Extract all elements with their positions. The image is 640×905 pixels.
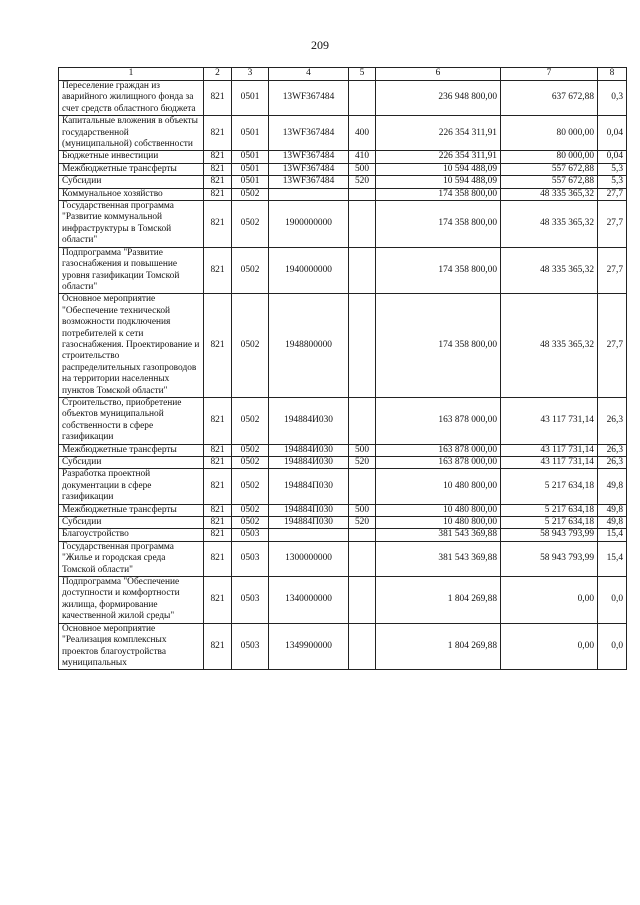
row-name-cell: Переселение граждан из аварийного жилищного фонда за счет средств областного бюджета xyxy=(59,81,204,116)
column-header: 1 xyxy=(59,68,204,81)
column-header: 6 xyxy=(376,68,501,81)
table-header-row xyxy=(59,68,627,81)
row-actual-amount-cell: 58 943 793,99 xyxy=(501,541,598,576)
row-code-cell: 821 xyxy=(204,176,232,188)
row-code-cell: 821 xyxy=(204,81,232,116)
row-actual-amount-cell: 43 117 731,14 xyxy=(501,397,598,444)
row-percent-cell: 26,3 xyxy=(598,397,627,444)
row-plan-amount-cell: 174 358 800,00 xyxy=(376,201,501,248)
row-actual-amount-cell: 5 217 634,18 xyxy=(501,517,598,529)
row-target-article-cell: 1948800000 xyxy=(269,294,349,398)
row-section-cell: 0502 xyxy=(232,294,269,398)
row-percent-cell: 26,3 xyxy=(598,444,627,456)
table-row xyxy=(59,201,627,248)
row-plan-amount-cell: 174 358 800,00 xyxy=(376,188,501,200)
row-target-article-cell: 194884П030 xyxy=(269,469,349,504)
row-section-cell: 0503 xyxy=(232,541,269,576)
row-actual-amount-cell: 0,00 xyxy=(501,623,598,670)
row-target-article-cell: 13WF367484 xyxy=(269,151,349,163)
row-expense-type-cell xyxy=(349,397,376,444)
page-number: 209 xyxy=(311,38,329,52)
row-section-cell: 0501 xyxy=(232,151,269,163)
row-name-cell: Основное мероприятие "Обеспечение технической возможности подключения потребителей к сети газоснабжения. Проектирование и строительство распределительных газопроводов на территории населенных пунктов Томской области" xyxy=(59,294,204,398)
row-expense-type-cell: 520 xyxy=(349,176,376,188)
row-code-cell: 821 xyxy=(204,397,232,444)
row-target-article-cell xyxy=(269,529,349,541)
row-percent-cell: 15,4 xyxy=(598,541,627,576)
row-expense-type-cell: 520 xyxy=(349,517,376,529)
row-plan-amount-cell: 10 480 800,00 xyxy=(376,469,501,504)
column-header: 5 xyxy=(349,68,376,81)
row-name-cell: Субсидии xyxy=(59,176,204,188)
row-actual-amount-cell: 80 000,00 xyxy=(501,116,598,151)
row-actual-amount-cell: 0,00 xyxy=(501,577,598,624)
row-percent-cell: 49,8 xyxy=(598,517,627,529)
row-plan-amount-cell: 236 948 800,00 xyxy=(376,81,501,116)
row-actual-amount-cell: 557 672,88 xyxy=(501,163,598,175)
row-section-cell: 0502 xyxy=(232,397,269,444)
row-actual-amount-cell: 80 000,00 xyxy=(501,151,598,163)
row-plan-amount-cell: 163 878 000,00 xyxy=(376,444,501,456)
table-row xyxy=(59,517,627,529)
row-percent-cell: 0,04 xyxy=(598,151,627,163)
row-code-cell: 821 xyxy=(204,529,232,541)
row-expense-type-cell: 520 xyxy=(349,457,376,469)
row-code-cell: 821 xyxy=(204,577,232,624)
row-expense-type-cell xyxy=(349,623,376,670)
table-row xyxy=(59,116,627,151)
table-row xyxy=(59,176,627,188)
table-row xyxy=(59,469,627,504)
row-name-cell: Государственная программа "Развитие коммунальной инфраструктуры в Томской области" xyxy=(59,201,204,248)
table-row xyxy=(59,163,627,175)
row-code-cell: 821 xyxy=(204,188,232,200)
row-plan-amount-cell: 10 594 488,09 xyxy=(376,163,501,175)
table-row xyxy=(59,577,627,624)
row-target-article-cell: 1900000000 xyxy=(269,201,349,248)
row-target-article-cell: 194884И030 xyxy=(269,457,349,469)
row-expense-type-cell xyxy=(349,469,376,504)
row-code-cell: 821 xyxy=(204,541,232,576)
table-row xyxy=(59,623,627,670)
row-name-cell: Межбюджетные трансферты xyxy=(59,163,204,175)
row-plan-amount-cell: 1 804 269,88 xyxy=(376,623,501,670)
row-section-cell: 0502 xyxy=(232,504,269,516)
row-target-article-cell: 1940000000 xyxy=(269,247,349,294)
table-row xyxy=(59,294,627,398)
row-section-cell: 0501 xyxy=(232,176,269,188)
row-expense-type-cell xyxy=(349,247,376,294)
row-name-cell: Субсидии xyxy=(59,457,204,469)
table-row xyxy=(59,188,627,200)
row-plan-amount-cell: 163 878 000,00 xyxy=(376,457,501,469)
row-percent-cell: 49,8 xyxy=(598,469,627,504)
row-percent-cell: 0,0 xyxy=(598,623,627,670)
row-target-article-cell: 13WF367484 xyxy=(269,176,349,188)
row-plan-amount-cell: 174 358 800,00 xyxy=(376,294,501,398)
row-expense-type-cell: 410 xyxy=(349,151,376,163)
row-section-cell: 0502 xyxy=(232,201,269,248)
row-actual-amount-cell: 5 217 634,18 xyxy=(501,504,598,516)
row-percent-cell: 0,3 xyxy=(598,81,627,116)
table-row xyxy=(59,504,627,516)
row-actual-amount-cell: 48 335 365,32 xyxy=(501,247,598,294)
row-actual-amount-cell: 48 335 365,32 xyxy=(501,188,598,200)
table-body xyxy=(59,81,627,670)
row-code-cell: 821 xyxy=(204,469,232,504)
row-expense-type-cell xyxy=(349,188,376,200)
row-percent-cell: 27,7 xyxy=(598,294,627,398)
row-code-cell: 821 xyxy=(204,457,232,469)
row-actual-amount-cell: 48 335 365,32 xyxy=(501,294,598,398)
row-actual-amount-cell: 58 943 793,99 xyxy=(501,529,598,541)
row-target-article-cell: 1340000000 xyxy=(269,577,349,624)
row-actual-amount-cell: 48 335 365,32 xyxy=(501,201,598,248)
column-header: 8 xyxy=(598,68,627,81)
row-plan-amount-cell: 10 480 800,00 xyxy=(376,504,501,516)
row-name-cell: Подпрограмма "Развитие газоснабжения и повышение уровня газификации Томской области" xyxy=(59,247,204,294)
row-code-cell: 821 xyxy=(204,517,232,529)
row-plan-amount-cell: 174 358 800,00 xyxy=(376,247,501,294)
row-name-cell: Разработка проектной документации в сфере газификации xyxy=(59,469,204,504)
row-percent-cell: 5,3 xyxy=(598,163,627,175)
row-expense-type-cell: 500 xyxy=(349,504,376,516)
row-target-article-cell xyxy=(269,188,349,200)
column-header: 4 xyxy=(269,68,349,81)
row-section-cell: 0502 xyxy=(232,444,269,456)
table-row xyxy=(59,397,627,444)
table-row xyxy=(59,247,627,294)
row-code-cell: 821 xyxy=(204,116,232,151)
row-section-cell: 0502 xyxy=(232,188,269,200)
row-code-cell: 821 xyxy=(204,623,232,670)
row-percent-cell: 27,7 xyxy=(598,201,627,248)
row-code-cell: 821 xyxy=(204,294,232,398)
row-target-article-cell: 1300000000 xyxy=(269,541,349,576)
row-section-cell: 0502 xyxy=(232,457,269,469)
row-code-cell: 821 xyxy=(204,504,232,516)
row-target-article-cell: 194884И030 xyxy=(269,397,349,444)
row-section-cell: 0503 xyxy=(232,577,269,624)
row-code-cell: 821 xyxy=(204,247,232,294)
row-expense-type-cell: 400 xyxy=(349,116,376,151)
row-section-cell: 0502 xyxy=(232,247,269,294)
budget-table xyxy=(58,67,627,670)
row-expense-type-cell xyxy=(349,81,376,116)
row-section-cell: 0501 xyxy=(232,116,269,151)
row-code-cell: 821 xyxy=(204,151,232,163)
column-header: 3 xyxy=(232,68,269,81)
row-percent-cell: 0,0 xyxy=(598,577,627,624)
row-target-article-cell: 194884И030 xyxy=(269,444,349,456)
row-actual-amount-cell: 637 672,88 xyxy=(501,81,598,116)
row-actual-amount-cell: 557 672,88 xyxy=(501,176,598,188)
row-plan-amount-cell: 381 543 369,88 xyxy=(376,541,501,576)
row-name-cell: Коммунальное хозяйство xyxy=(59,188,204,200)
table-row xyxy=(59,541,627,576)
table-row xyxy=(59,457,627,469)
row-expense-type-cell xyxy=(349,577,376,624)
row-actual-amount-cell: 43 117 731,14 xyxy=(501,444,598,456)
row-plan-amount-cell: 226 354 311,91 xyxy=(376,151,501,163)
row-name-cell: Строительство, приобретение объектов муниципальной собственности в сфере газификации xyxy=(59,397,204,444)
column-header: 7 xyxy=(501,68,598,81)
row-plan-amount-cell: 10 594 488,09 xyxy=(376,176,501,188)
row-code-cell: 821 xyxy=(204,444,232,456)
row-expense-type-cell xyxy=(349,541,376,576)
row-target-article-cell: 1349900000 xyxy=(269,623,349,670)
row-target-article-cell: 13WF367484 xyxy=(269,163,349,175)
row-name-cell: Межбюджетные трансферты xyxy=(59,444,204,456)
row-expense-type-cell xyxy=(349,529,376,541)
row-plan-amount-cell: 163 878 000,00 xyxy=(376,397,501,444)
row-target-article-cell: 194884П030 xyxy=(269,517,349,529)
row-actual-amount-cell: 5 217 634,18 xyxy=(501,469,598,504)
row-name-cell: Подпрограмма "Обеспечение доступности и комфортности жилища, формирование качественной жилой среды" xyxy=(59,577,204,624)
row-name-cell: Субсидии xyxy=(59,517,204,529)
row-code-cell: 821 xyxy=(204,163,232,175)
row-percent-cell: 15,4 xyxy=(598,529,627,541)
row-expense-type-cell xyxy=(349,201,376,248)
row-percent-cell: 49,8 xyxy=(598,504,627,516)
row-code-cell: 821 xyxy=(204,201,232,248)
row-plan-amount-cell: 226 354 311,91 xyxy=(376,116,501,151)
row-section-cell: 0502 xyxy=(232,517,269,529)
column-header: 2 xyxy=(204,68,232,81)
row-target-article-cell: 194884П030 xyxy=(269,504,349,516)
table-row xyxy=(59,529,627,541)
row-target-article-cell: 13WF367484 xyxy=(269,116,349,151)
row-section-cell: 0503 xyxy=(232,623,269,670)
row-plan-amount-cell: 10 480 800,00 xyxy=(376,517,501,529)
row-expense-type-cell: 500 xyxy=(349,444,376,456)
row-expense-type-cell xyxy=(349,294,376,398)
row-expense-type-cell: 500 xyxy=(349,163,376,175)
row-percent-cell: 5,3 xyxy=(598,176,627,188)
row-section-cell: 0502 xyxy=(232,469,269,504)
row-percent-cell: 27,7 xyxy=(598,247,627,294)
row-section-cell: 0503 xyxy=(232,529,269,541)
row-name-cell: Основное мероприятие "Реализация комплексных проектов благоустройства муниципальных xyxy=(59,623,204,670)
row-plan-amount-cell: 381 543 369,88 xyxy=(376,529,501,541)
row-plan-amount-cell: 1 804 269,88 xyxy=(376,577,501,624)
table-row xyxy=(59,81,627,116)
row-name-cell: Межбюджетные трансферты xyxy=(59,504,204,516)
row-name-cell: Бюджетные инвестиции xyxy=(59,151,204,163)
row-target-article-cell: 13WF367484 xyxy=(269,81,349,116)
table-row xyxy=(59,444,627,456)
row-percent-cell: 0,04 xyxy=(598,116,627,151)
row-percent-cell: 26,3 xyxy=(598,457,627,469)
row-section-cell: 0501 xyxy=(232,163,269,175)
row-percent-cell: 27,7 xyxy=(598,188,627,200)
row-actual-amount-cell: 43 117 731,14 xyxy=(501,457,598,469)
row-section-cell: 0501 xyxy=(232,81,269,116)
row-name-cell: Государственная программа "Жилье и городская среда Томской области" xyxy=(59,541,204,576)
row-name-cell: Капитальные вложения в объекты государственной (муниципальной) собственности xyxy=(59,116,204,151)
row-name-cell: Благоустройство xyxy=(59,529,204,541)
table-row xyxy=(59,151,627,163)
